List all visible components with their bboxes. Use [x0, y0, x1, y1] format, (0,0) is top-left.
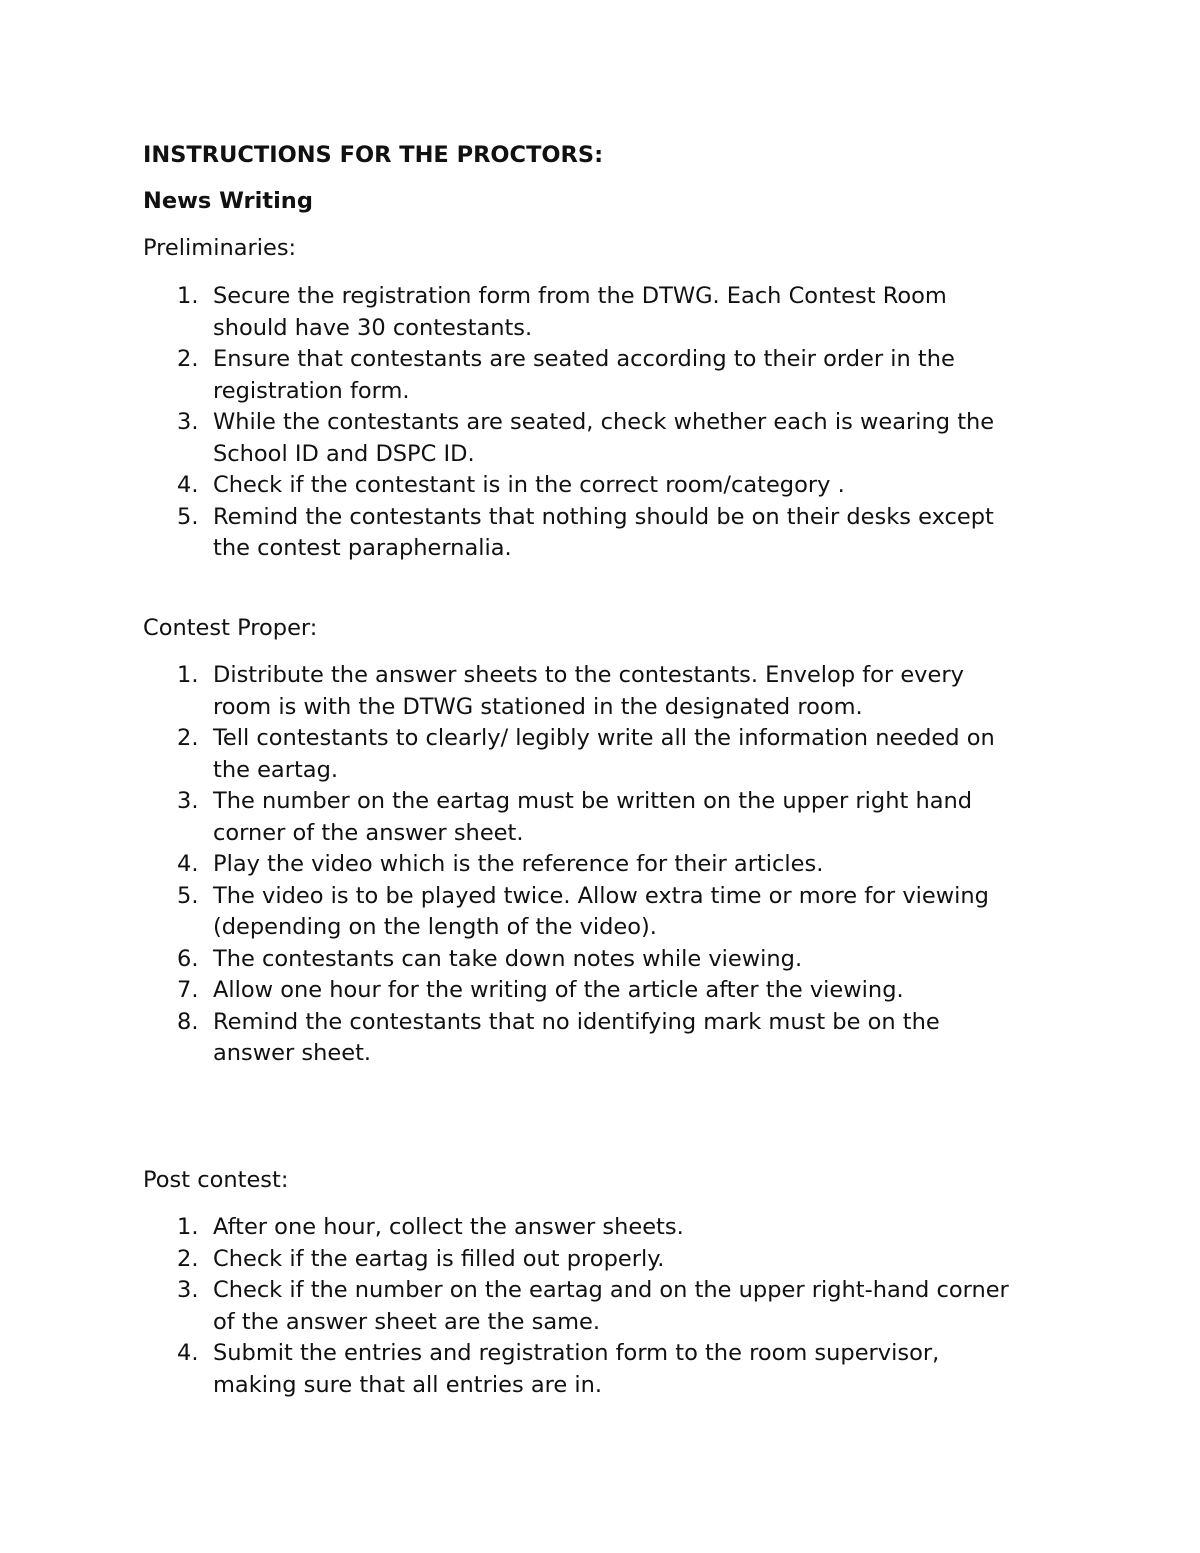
preliminaries-list [143, 281, 1073, 565]
item-text-line: Remind the contestants that nothing should be on their desks except [213, 503, 994, 530]
post-contest-list [143, 1212, 1073, 1401]
item-number: 6. [177, 945, 199, 972]
list-item [143, 723, 1073, 786]
item-number: 2. [177, 1245, 199, 1272]
section-heading-preliminaries: Preliminaries: [143, 235, 297, 261]
item-number: 5. [177, 882, 199, 909]
item-text-line: The number on the eartag must be written on the upper right hand [213, 788, 973, 814]
section-heading-post-contest: Post contest: [143, 1167, 289, 1193]
item-text-line: Play the video which is the reference for their articles. [213, 851, 824, 877]
item-text-line: making sure that all entries are in. [213, 1371, 603, 1398]
list-item [143, 1338, 1073, 1401]
item-number: 1. [177, 283, 199, 309]
item-number: 4. [177, 472, 199, 498]
list-item [143, 1007, 1073, 1070]
item-text-line: room is with the DTWG stationed in the designated room. [213, 693, 863, 720]
item-number: 2. [177, 346, 199, 372]
item-text-line: Ensure that contestants are seated according to their order in the [213, 346, 955, 372]
list-item [143, 944, 1073, 976]
section-heading-contest-proper: Contest Proper: [143, 615, 318, 641]
item-text-line: the eartag. [213, 756, 339, 783]
list-item [143, 1212, 1073, 1244]
item-number: 3. [177, 409, 199, 435]
item-text-line: Secure the registration form from the DTWG. Each Contest Room [213, 283, 947, 309]
item-text-line: registration form. [213, 377, 410, 404]
item-text-line: Submit the entries and registration form to the room supervisor, [213, 1340, 940, 1366]
item-number: 4. [177, 1340, 199, 1366]
list-item [143, 502, 1073, 565]
item-number: 8. [177, 1008, 199, 1035]
item-number: 3. [177, 788, 199, 814]
list-item [143, 1244, 1073, 1276]
item-text-line: Check if the eartag is filled out properly. [213, 1245, 665, 1272]
list-item [143, 660, 1073, 723]
item-text-line: Distribute the answer sheets to the contestants. Envelop for every [213, 662, 964, 688]
list-item [143, 881, 1073, 944]
item-text-line: Check if the number on the eartag and on the upper right-hand corner [213, 1277, 1009, 1303]
list-item [143, 344, 1073, 407]
list-item [143, 786, 1073, 849]
item-text-line: After one hour, collect the answer sheets. [213, 1214, 684, 1240]
item-number: 5. [177, 503, 199, 530]
item-text-line: the contest paraphernalia. [213, 535, 512, 561]
list-item [143, 975, 1073, 1007]
list-item [143, 470, 1073, 502]
page-title: INSTRUCTIONS FOR THE PROCTORS: [143, 142, 604, 168]
item-number: 7. [177, 977, 199, 1003]
item-number: 3. [177, 1277, 199, 1303]
item-text-line: answer sheet. [213, 1040, 372, 1066]
item-text-line: (depending on the length of the video). [213, 914, 657, 940]
item-number: 2. [177, 725, 199, 751]
item-number: 4. [177, 851, 199, 877]
list-item [143, 407, 1073, 470]
item-text-line: Remind the contestants that no identifying mark must be on the [213, 1008, 940, 1035]
list-item [143, 281, 1073, 344]
list-item [143, 849, 1073, 881]
item-number: 1. [177, 662, 199, 688]
list-item [143, 1275, 1073, 1338]
item-text-line: Tell contestants to clearly/ legibly write all the information needed on [213, 725, 995, 751]
contest-proper-list [143, 660, 1073, 1070]
item-text-line: of the answer sheet are the same. [213, 1308, 601, 1335]
item-text-line: School ID and DSPC ID. [213, 440, 475, 467]
page-subtitle: News Writing [143, 188, 313, 214]
item-text-line: While the contestants are seated, check whether each is wearing the [213, 409, 995, 435]
item-text-line: The contestants can take down notes while viewing. [213, 945, 803, 972]
item-number: 1. [177, 1214, 199, 1240]
item-text-line: Allow one hour for the writing of the article after the viewing. [213, 977, 904, 1003]
item-text-line: should have 30 contestants. [213, 314, 533, 341]
item-text-line: corner of the answer sheet. [213, 819, 524, 846]
item-text-line: Check if the contestant is in the correct room/category . [213, 472, 845, 498]
item-text-line: The video is to be played twice. Allow extra time or more for viewing [213, 882, 989, 909]
